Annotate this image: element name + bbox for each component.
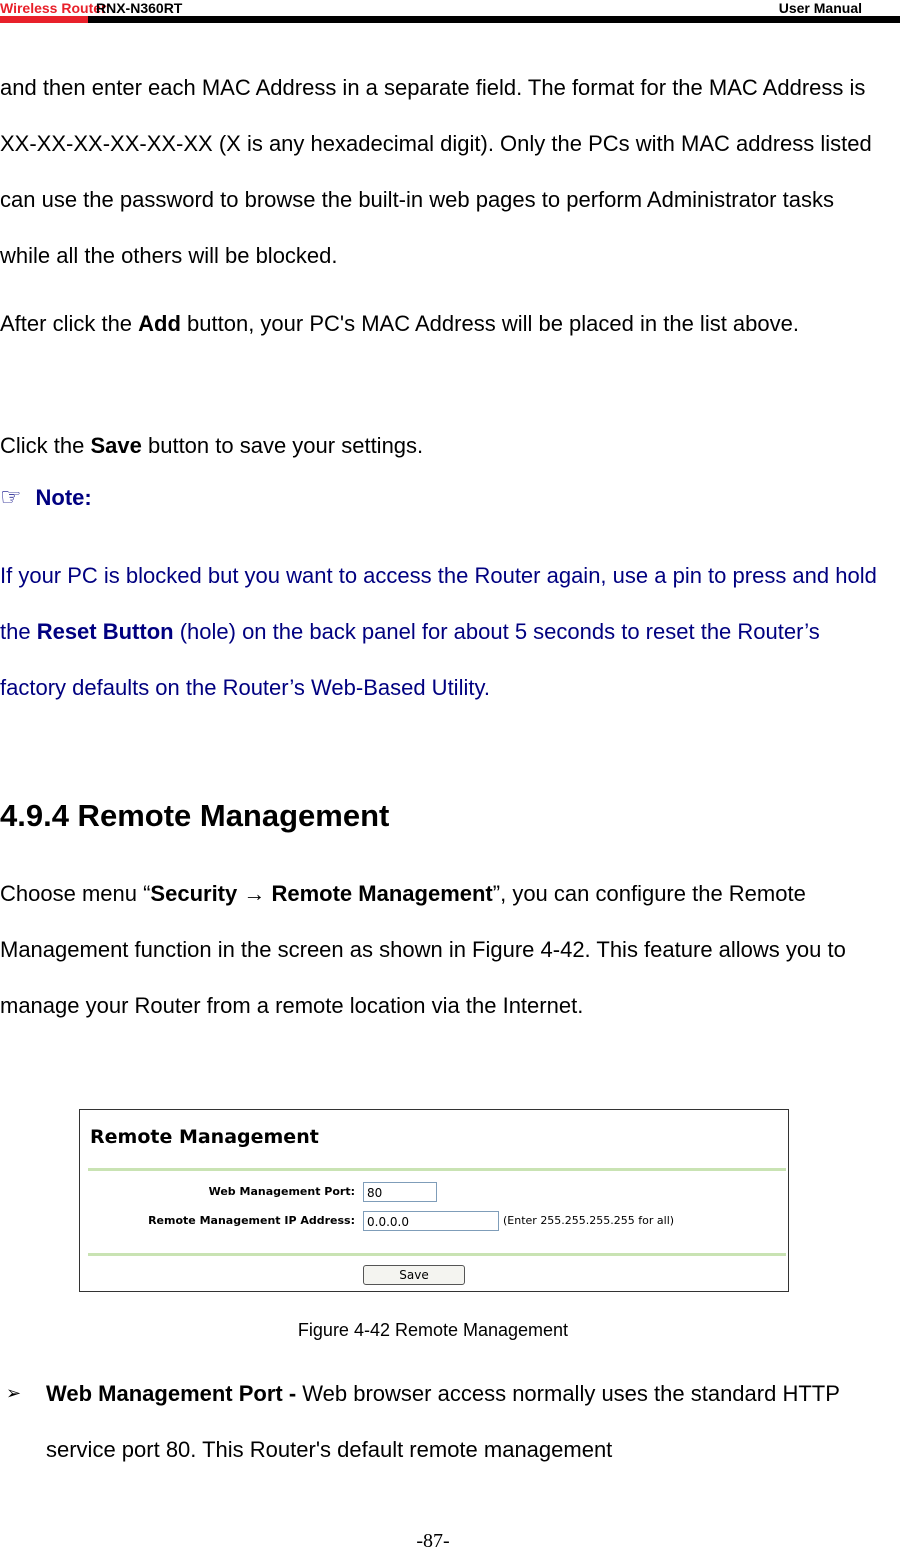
ip-hint-text: (Enter 255.255.255.255 for all) bbox=[503, 1214, 675, 1227]
figure-title: Remote Management bbox=[90, 1126, 319, 1148]
bold-web-management-port: Web Management Port - bbox=[46, 1381, 297, 1406]
paragraph-mac-format: and then enter each MAC Address in a separate field. The format for the MAC Address is XX-XX-XX-XX-XX-XX (X is any hexadecimal digit). Only the PCs with MAC address listed can use the password to browse the built-in web pages to perform Administrator tasks while all the others will be blocked. bbox=[0, 75, 872, 268]
bold-remote-management: Remote Management bbox=[271, 881, 493, 906]
header-black-bar bbox=[88, 16, 900, 23]
paragraph-add-button bbox=[0, 296, 880, 352]
pointing-hand-icon: ☞ bbox=[0, 484, 22, 511]
text-span: Web browser access normally uses the standard HTTP service port 80. This Router's default remote management bbox=[46, 1381, 840, 1462]
save-button[interactable]: Save bbox=[363, 1265, 465, 1285]
figure-separator-bottom bbox=[88, 1253, 786, 1256]
ip-address-label: Remote Management IP Address: bbox=[148, 1214, 355, 1227]
list-item-web-management-port bbox=[46, 1366, 886, 1478]
text-span: button to save your settings. bbox=[141, 433, 424, 458]
bullet-arrow-icon: ➢ bbox=[6, 1383, 22, 1403]
page-number: -87- bbox=[416, 1530, 450, 1552]
bold-save: Save bbox=[90, 433, 142, 458]
header-manual-title: User Manual bbox=[778, 0, 862, 16]
bold-security: Security bbox=[150, 881, 238, 906]
text-span: Choose menu “ bbox=[0, 881, 151, 906]
note-label: Note: bbox=[35, 485, 92, 510]
note-paragraph bbox=[0, 548, 880, 716]
arrow-icon: → bbox=[237, 881, 272, 906]
bold-add: Add bbox=[138, 311, 181, 336]
port-label: Web Management Port: bbox=[208, 1185, 355, 1198]
figure-caption: Figure 4-42 Remote Management bbox=[297, 1320, 569, 1340]
bold-reset-button: Reset Button bbox=[36, 619, 174, 644]
header-model: RNX-N360RT bbox=[96, 0, 183, 16]
text-span: After click the bbox=[0, 311, 139, 336]
remote-ip-address-input[interactable]: 0.0.0.0 bbox=[363, 1211, 499, 1231]
text-span: Click the bbox=[0, 433, 91, 458]
text-span: ”, you can configure the Remote Management function in the screen as shown in Figure 4-42. This feature allows you to manage your Router from a remote location via the Internet. bbox=[0, 881, 846, 1018]
figure-separator-top bbox=[88, 1168, 786, 1171]
header-brand: Wireless Router bbox=[0, 0, 107, 16]
text-span: button, your PC's MAC Address will be placed in the list above. bbox=[180, 311, 799, 336]
text-span: If your PC is blocked but you want to access the Router again, use a pin to press and hold the bbox=[0, 563, 877, 644]
paragraph-save-button bbox=[0, 418, 880, 474]
figure-remote-management bbox=[79, 1109, 789, 1292]
section-paragraph bbox=[0, 866, 880, 1034]
note-heading bbox=[0, 478, 92, 518]
section-heading: 4.9.4 Remote Management bbox=[0, 798, 390, 833]
text-span: (hole) on the back panel for about 5 seconds to reset the Router’s factory defaults on the Router’s Web-Based Utility. bbox=[0, 619, 820, 700]
web-management-port-input[interactable]: 80 bbox=[363, 1182, 437, 1202]
page-header bbox=[0, 0, 900, 22]
header-red-bar bbox=[0, 16, 88, 23]
